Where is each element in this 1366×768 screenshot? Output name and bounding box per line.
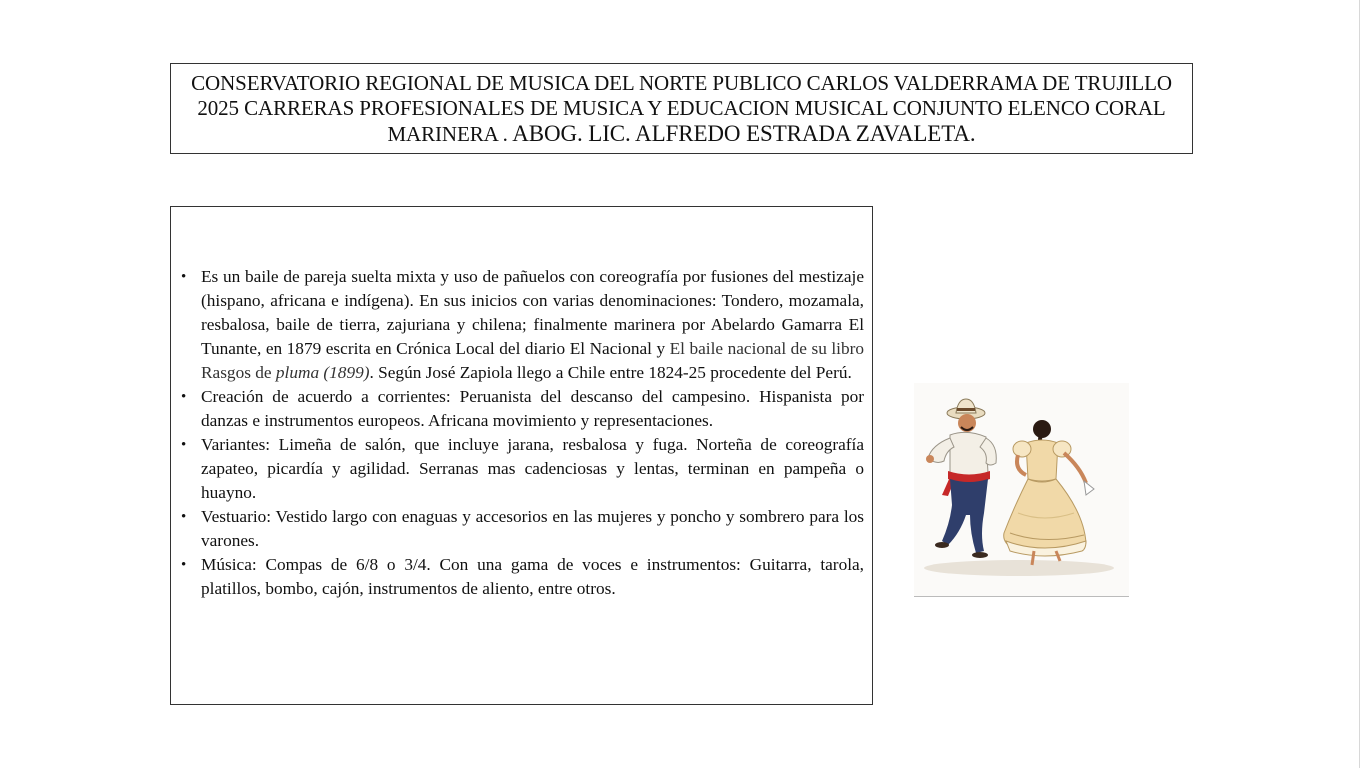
dancers-illustration [914, 383, 1129, 597]
bullet-text: Creación de acuerdo a corrientes: Peruanista del descanso del campesino. Hispanista por danzas e instrumentos europeos. Africana movimiento y representaciones. [201, 387, 864, 430]
bullet-item-currents [181, 385, 864, 433]
bullet-text-italic: pluma (1899) [275, 363, 370, 382]
bullet-text: Vestuario: Vestido largo con enaguas y accesorios en las mujeres y poncho y sombrero para los varones. [201, 507, 864, 550]
marinera-dancers-image [914, 383, 1129, 596]
bullet-text-book: El baile nacional de su libro Rasgos de [201, 339, 864, 382]
right-edge-scrollbar-track [1359, 0, 1366, 768]
bullet-text: Es un baile de pareja suelta mixta y uso de pañuelos con coreografía por fusiones del mestizaje (hispano, africana e indígena). En sus inicios con varias denominaciones: Tondero, mozamala, resbalosa, baile de tierra, zajuriana y chilena; finalmente marinera por Abelardo Gamarra El Tunante, en 1879 escrita en Crónica Local del diario El Nacional y [201, 267, 864, 358]
bullet-text: Variantes: Limeña de salón, que incluye jarana, resbalosa y fuga. Norteña de coreografía zapateo, picardía y agilidad. Serranas mas cadenciosas y lentas, terminan en pampeña o huayno. [201, 435, 864, 502]
bullet-text: Música: Compas de 6/8 o 3/4. Con una gama de voces e instrumentos: Guitarra, tarola, platillos, bombo, cajón, instrumentos de aliento, entre otros. [201, 555, 864, 598]
title-author: ABOG. LIC. ALFREDO ESTRADA ZAVALETA. [507, 120, 976, 146]
title-box [170, 63, 1193, 154]
male-dancer [926, 399, 996, 558]
content-box [170, 206, 873, 705]
female-dancer [1004, 420, 1094, 565]
bullet-text-end: . Según José Zapiola llego a Chile entre 1824-25 procedente del Perú. [369, 363, 852, 382]
slide-title [181, 71, 1182, 147]
bullet-icon: • [181, 269, 187, 285]
bullet-list [181, 265, 864, 601]
bullet-item-variants [181, 433, 864, 505]
title-main: CONSERVATORIO REGIONAL DE MUSICA DEL NORTE PUBLICO CARLOS VALDERRAMA DE TRUJILLO 2025 CARRERAS PROFESIONALES DE MUSICA Y EDUCACION MUSICAL CONJUNTO ELENCO CORAL MARINERA . [191, 70, 1172, 146]
bullet-icon: • [181, 437, 187, 453]
bullet-item-costume [181, 505, 864, 553]
bullet-icon: • [181, 557, 187, 573]
bullet-icon: • [181, 389, 187, 405]
bullet-item-origin [181, 265, 864, 385]
bullet-item-music [181, 553, 864, 601]
bullet-icon: • [181, 509, 187, 525]
